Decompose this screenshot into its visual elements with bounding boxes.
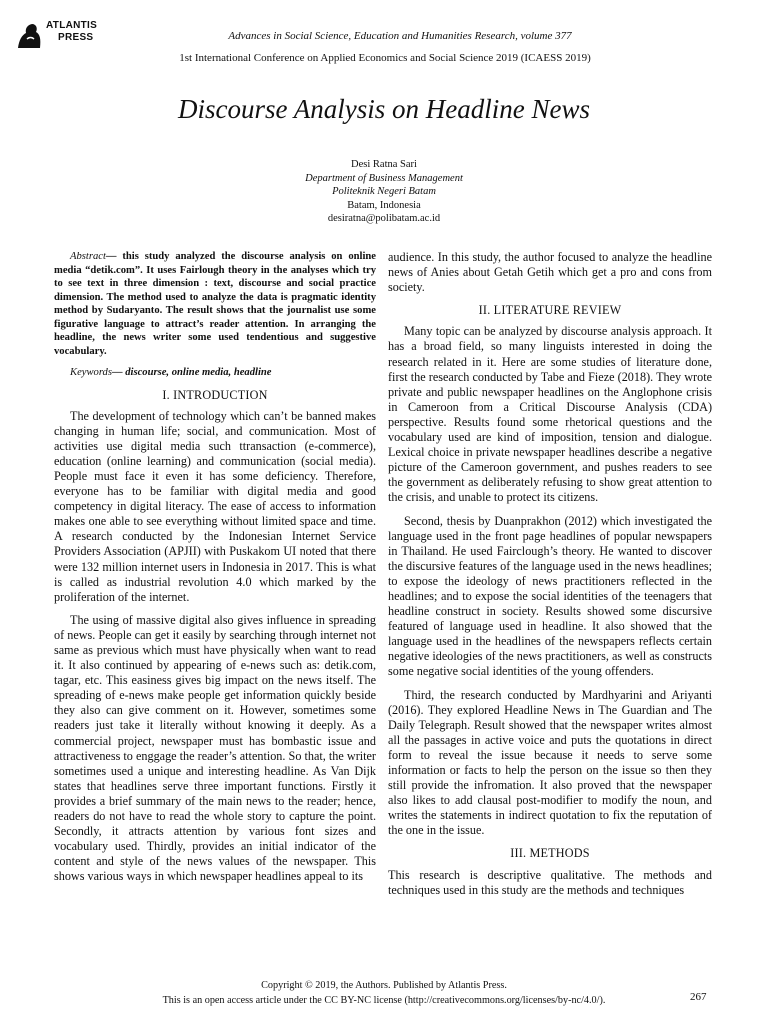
section-heading-methods: III. METHODS <box>510 846 590 861</box>
copyright-notice: Copyright © 2019, the Authors. Published by Atlantis Press. <box>261 980 507 991</box>
paragraph: The development of technology which can’t be banned makes changing in human life; social, and communication. Most of activities use digital media such ttransaction (e-commerce), education (online learning) and communication (social media). People must face it even it has some deficiency. Therefore, everyone has to be familiar with digital media and good competency in digital literacy. The ease of access to information makes one able to see everything without limited space and time. A research conducted by the Indonesian Internet Service Providers Association (APJII) with Puskakom UI noted that there were 132 million internet users in Indonesia in 2017. This is what is called as industrial revolution 4.0 which marked by the proliferation of the internet. <box>54 408 376 604</box>
abstract-text: — this study analyzed the discourse analysis on online media “detik.com”. It uses Fairlough theory in the analyses which try to see text in three dimension : text, discourse and social practice dimension. The method used to analyze the data is pragmatic identity method by Sudaryanto. The result shows that the journalist use some figurative language to attract’s reader attention. In arranging the headline, the news writer some used tendentious and suggestive vocabulary. <box>54 251 376 357</box>
author-department: Department of Business Management <box>305 172 463 184</box>
atlantis-press-logo <box>14 18 104 52</box>
author-name: Desi Ratna Sari <box>351 159 417 170</box>
thinker-logo-icon <box>14 20 44 50</box>
section-heading-literature-review: II. LITERATURE REVIEW <box>478 303 622 318</box>
paragraph: The using of massive digital also gives influence in spreading of news. People can get it easily by searching through internet not same as previous which must have physically when want to read it. It also continued by appearing of e-news such as: detik.com, tagar, etc. This easiness gives big impact on the news itself. The spreading of e-news make people get information quickly beside they also can give comment on it. However, sometimes some readers just take it literally without knowing it deeply. As a commercial project, newspaper must has bombastic issue and attractiveness to enggage the reader’s attention. So that, the writer sometimes used a unique and interesting headline. As Van Dijk states that headlines serve three important functions. Firstly it provides a brief summary of the main news to the reader; hence, readers do not have to read the whole story to capture the point. Secondly, it attracts attention by various font sizes and vocabulary used. Thirdly, provides an initial indicator of the content and style of the news values of the newspaper. This shows various ways in which newspaper headlines appeal to its <box>54 612 376 884</box>
logo-wordmark <box>46 20 97 44</box>
section-heading-introduction: I. INTRODUCTION <box>162 387 268 402</box>
conference-name: 1st International Conference on Applied Economics and Social Science 2019 (ICAESS 2019) <box>179 52 591 64</box>
author-email: desiratna@polibatam.ac.id <box>327 213 441 224</box>
author-location: Batam, Indonesia <box>347 199 421 211</box>
author-institution: Politeknik Negeri Batam <box>332 186 436 197</box>
logo-line-2: PRESS <box>58 32 94 43</box>
journal-name: Advances in Social Science, Education and Humanities Research, volume 377 <box>228 30 572 42</box>
paragraph: audience. In this study, the author focused to analyze the headline news of Anies about Getah Getih which get a pro and cons from society. <box>388 250 712 295</box>
license-notice: This is an open access article under the CC BY-NC license (http://creativecommons.org/licenses/by-nc/4.0/). <box>162 995 606 1006</box>
right-column <box>388 250 712 906</box>
paragraph: Third, the research conducted by Mardhyarini and Ariyanti (2016). They explored Headline News in The Guardian and The Daily Telegraph. Result showed that the newspaper writes almost all the passages in active voice and puts the quotations in direct form to reveal the issue because it needs to serve some information or facts to help the person on the issue so then they still provide the infromation. It also proved that the newspaper also likes to add clausal post-modifier to modify the noun, and writes the statements in indirect quotation to fix the reputation of the one in the issue. <box>388 687 712 838</box>
abstract-label: Abstract <box>70 251 106 262</box>
abstract <box>54 250 376 358</box>
paragraph: Many topic can be analyzed by discourse analysis approach. It has a broad field, so many linguists interested in doing the research related in it. Here are some studies of literature done, first the research conducted by Tabe and Fieze (2018). They wrote private and public newspaper headlines on the Anglophone crisis in Cameroon from a Critical Discourse Analysis (CDA) perspective. Results found some rhetorical questions and the vocabulary used are kind of imposition, tension and dialogue. Lexical choice in private newspaper headlines describe a negative picture of the Cameroon government, and pushes readers to see the government as deliberately refusing to show great attention to the crisis, and unable to protect its citizens. <box>388 324 712 505</box>
author-block <box>200 158 568 226</box>
keywords-label: Keywords <box>70 367 112 378</box>
keywords-text: — discourse, online media, headline <box>111 367 272 378</box>
paragraph: This research is descriptive qualitative. The methods and techniques used in this study are the methods and techniques <box>388 867 712 897</box>
paragraph: Second, thesis by Duanprakhon (2012) which investigated the language used in the front page headlines of popular newspapers in Thailand. He used Fairclough’s theory. He wanted to discover the discursive features of the language used in the news headlines; to expose the ideology of news practitioners reflected in the headlines; and to expose the social identities of the teenagers that headline construct in society. Results showed some discursive featured of language used in headline. It also showed that the language used in the headlines of the newspapers reflects certain negative ideologies of the news practitioners, as well as constructs some negative social identities of the young offenders. <box>388 513 712 679</box>
page-number: 267 <box>690 991 707 1003</box>
keywords <box>54 366 376 380</box>
footer <box>120 978 648 1008</box>
left-column <box>54 250 376 893</box>
paper-title: Discourse Analysis on Headline News <box>178 94 590 124</box>
logo-line-1: ATLANTIS <box>46 20 98 31</box>
